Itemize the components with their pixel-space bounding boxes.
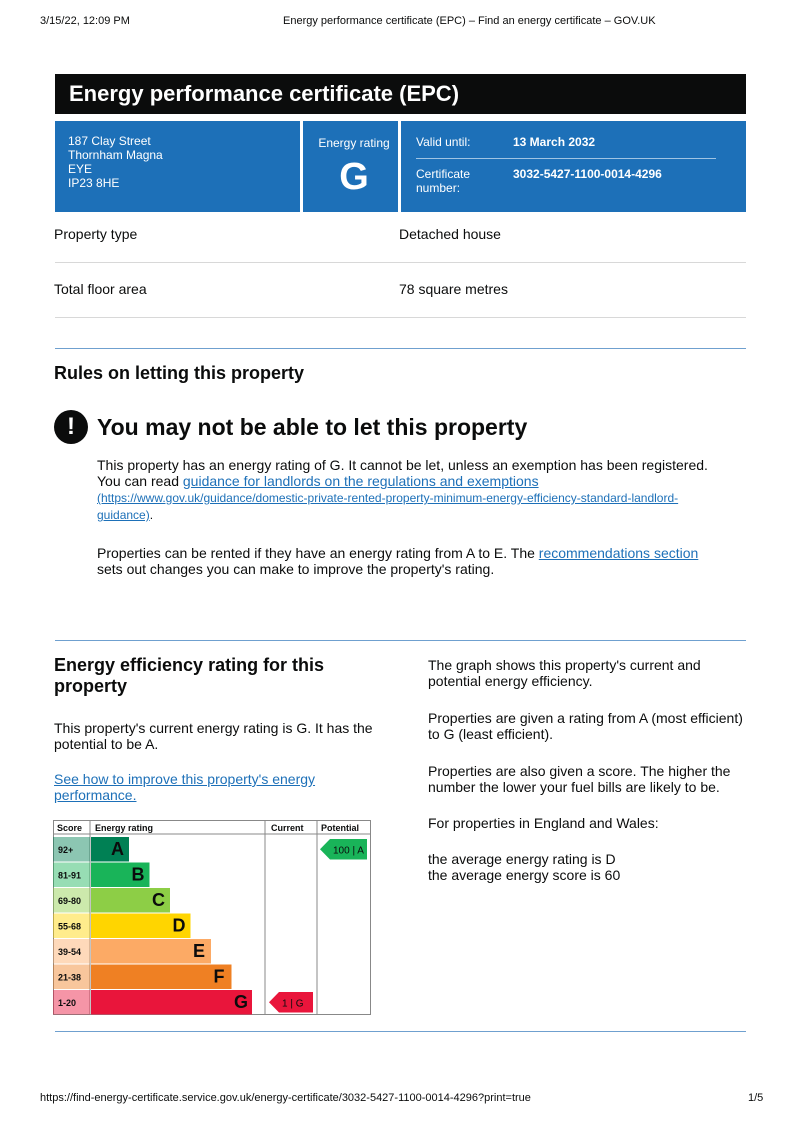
print-url: https://find-energy-certificate.service.gov.uk/energy-certificate/3032-5427-1100-0014-4296?print=true	[40, 1092, 531, 1104]
floor-area-value: 78 square metres	[399, 281, 508, 297]
energy-rating-chart	[53, 820, 371, 1015]
section-divider	[55, 348, 746, 349]
region-text: For properties in England and Wales:	[428, 815, 659, 831]
address-line-2: Thornham Magna	[68, 148, 163, 162]
print-datetime: 3/15/22, 12:09 PM	[40, 15, 130, 27]
section-divider	[55, 1031, 746, 1032]
property-type-label: Property type	[54, 226, 138, 242]
letting-text: This property has an energy rating of G. It cannot be let, unless an exemption has been registered.	[97, 457, 708, 473]
letting-read-text: You can read	[97, 473, 179, 489]
divider	[55, 317, 746, 318]
epc-header	[55, 74, 746, 114]
landlord-guidance-link[interactable]: guidance for landlords on the regulations and exemptions	[182, 473, 539, 489]
certificate-number-label: Certificate number:	[416, 167, 471, 195]
floor-area-label: Total floor area	[54, 281, 147, 297]
rating-letter: G	[234, 992, 249, 1012]
current-rating-label: 1 | G	[282, 998, 304, 1010]
efficiency-heading: Energy efficiency rating for this property	[54, 655, 325, 696]
energy-rating-label: Energy rating	[318, 136, 390, 150]
address	[68, 134, 163, 190]
score-label: 39-54	[58, 947, 82, 957]
warning-heading: You may not be able to let this property	[97, 414, 528, 440]
address-postcode: IP23 8HE	[68, 176, 120, 190]
print-page-number: 1/5	[748, 1092, 764, 1104]
divider	[55, 262, 746, 263]
valid-until-value: 13 March 2032	[513, 135, 596, 149]
score-label: 55-68	[58, 921, 82, 932]
divider	[416, 158, 716, 159]
summary-band	[55, 121, 746, 212]
rating-letter: E	[193, 941, 206, 961]
valid-until-label: Valid until:	[416, 135, 471, 149]
address-line-3: EYE	[68, 162, 93, 176]
improve-performance-link[interactable]: See how to improve this property's energy performance.	[54, 771, 316, 803]
rating-letter: B	[131, 864, 145, 885]
score-label: 1-20	[58, 998, 77, 1008]
section-divider	[55, 640, 746, 641]
rating-range-text: Properties are given a rating from A (most efficient) to G (least efficient).	[428, 710, 743, 742]
energy-rating-graph	[53, 820, 371, 1015]
score-label: 21-38	[58, 972, 82, 983]
score-label: 69-80	[58, 896, 82, 906]
score-text: Properties are also given a score. The higher the number the lower your fuel bills are likely to be.	[428, 763, 731, 795]
column-header: Score	[57, 823, 83, 833]
letting-paragraph-2	[97, 545, 747, 577]
rating-letter: A	[111, 839, 124, 859]
graph-description: The graph shows this property's current and potential energy efficiency.	[428, 657, 701, 689]
energy-rating-letter: G	[339, 156, 369, 198]
average-score-text: the average energy score is 60	[428, 867, 621, 883]
landlord-guidance-url-end[interactable]: guidance)	[97, 508, 150, 522]
property-type-value: Detached house	[399, 226, 501, 242]
rating-letter: F	[213, 966, 225, 987]
potential-rating-label: 100 | A	[333, 845, 364, 857]
letting-paragraph-1: This property has an energy rating of G. It cannot be let, unless an exemption has been registered. You can read guidance for landlords on the regulations and exemptions (https://www.gov.uk/guidance/domestic-private-rented-property-minimum-energy-efficiency-standard-landlord- guidance).	[97, 457, 708, 522]
rating-letter: C	[152, 890, 165, 910]
score-label: 92+	[58, 845, 74, 855]
letting-text-3: sets out changes you can make to improve the property's rating.	[97, 561, 495, 577]
letting-heading: Rules on letting this property	[54, 363, 305, 383]
rating-letter: D	[172, 915, 186, 936]
divider	[398, 121, 401, 212]
address-line-1: 187 Clay Street	[68, 134, 151, 148]
average-rating-text: the average energy rating is D	[428, 851, 616, 867]
print-page-title: Energy performance certificate (EPC) – Find an energy certificate – GOV.UK	[283, 15, 656, 27]
column-header: Current	[271, 823, 304, 833]
recommendations-link[interactable]: recommendations section	[538, 545, 699, 561]
certificate-number-value: 3032-5427-1100-0014-4296	[513, 167, 662, 181]
page-title: Energy performance certificate (EPC)	[69, 81, 460, 106]
column-header: Energy rating	[95, 823, 154, 833]
current-rating-text: This property's current energy rating is G. It has the potential to be A.	[54, 720, 373, 752]
rating-bar	[91, 990, 252, 1015]
rating-bar	[91, 965, 232, 990]
warning-icon: !	[54, 410, 88, 444]
letting-text-2: Properties can be rented if they have an energy rating from A to E. The	[97, 545, 535, 561]
column-header: Potential	[321, 823, 360, 833]
landlord-guidance-url[interactable]: (https://www.gov.uk/guidance/domestic-private-rented-property-minimum-energy-efficiency-standard-landlord-	[97, 491, 679, 505]
divider	[300, 121, 303, 212]
score-label: 81-91	[58, 870, 82, 881]
